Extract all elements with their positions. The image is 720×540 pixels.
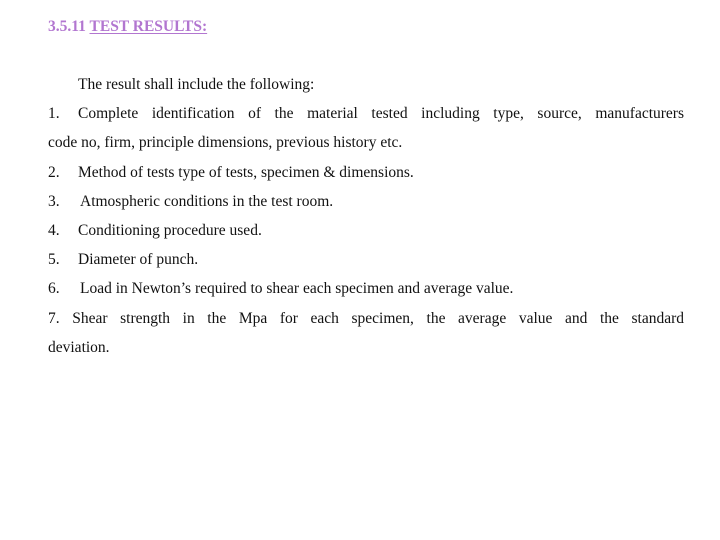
item-number: 7. bbox=[48, 309, 60, 327]
section-number: 3.5.11 bbox=[48, 18, 86, 35]
list-item bbox=[48, 245, 684, 274]
item-text-continued: deviation. bbox=[48, 338, 110, 356]
item-number: 1. bbox=[48, 105, 60, 123]
list-item bbox=[48, 187, 684, 216]
item-text: Atmospheric conditions in the test room. bbox=[80, 192, 334, 210]
list-item bbox=[48, 158, 684, 187]
list-item bbox=[48, 274, 684, 303]
item-number: 2. bbox=[48, 163, 60, 181]
item-text: Method of tests type of tests, specimen & dimensions. bbox=[78, 163, 414, 181]
item-text: Diameter of punch. bbox=[78, 251, 199, 269]
section-heading bbox=[48, 18, 207, 36]
item-text-continued: code no, firm, principle dimensions, previous history etc. bbox=[48, 134, 403, 152]
item-text: Shear strength in the Mpa for each specimen, the average value and the standard bbox=[72, 309, 685, 327]
results-list bbox=[48, 70, 684, 362]
list-item bbox=[48, 99, 684, 157]
list-item bbox=[48, 304, 684, 362]
section-title: TEST RESULTS: bbox=[89, 18, 208, 35]
intro-text: The result shall include the following: bbox=[78, 76, 315, 93]
item-number: 6. bbox=[48, 280, 60, 298]
item-number: 4. bbox=[48, 222, 60, 240]
item-number: 5. bbox=[48, 251, 60, 269]
item-text: Load in Newton’s required to shear each specimen and average value. bbox=[80, 280, 514, 298]
item-text: Conditioning procedure used. bbox=[78, 222, 262, 240]
list-item bbox=[48, 216, 684, 245]
item-number: 3. bbox=[48, 192, 60, 210]
item-text: Complete identification of the material tested including type, source, manufacturers bbox=[78, 105, 684, 123]
